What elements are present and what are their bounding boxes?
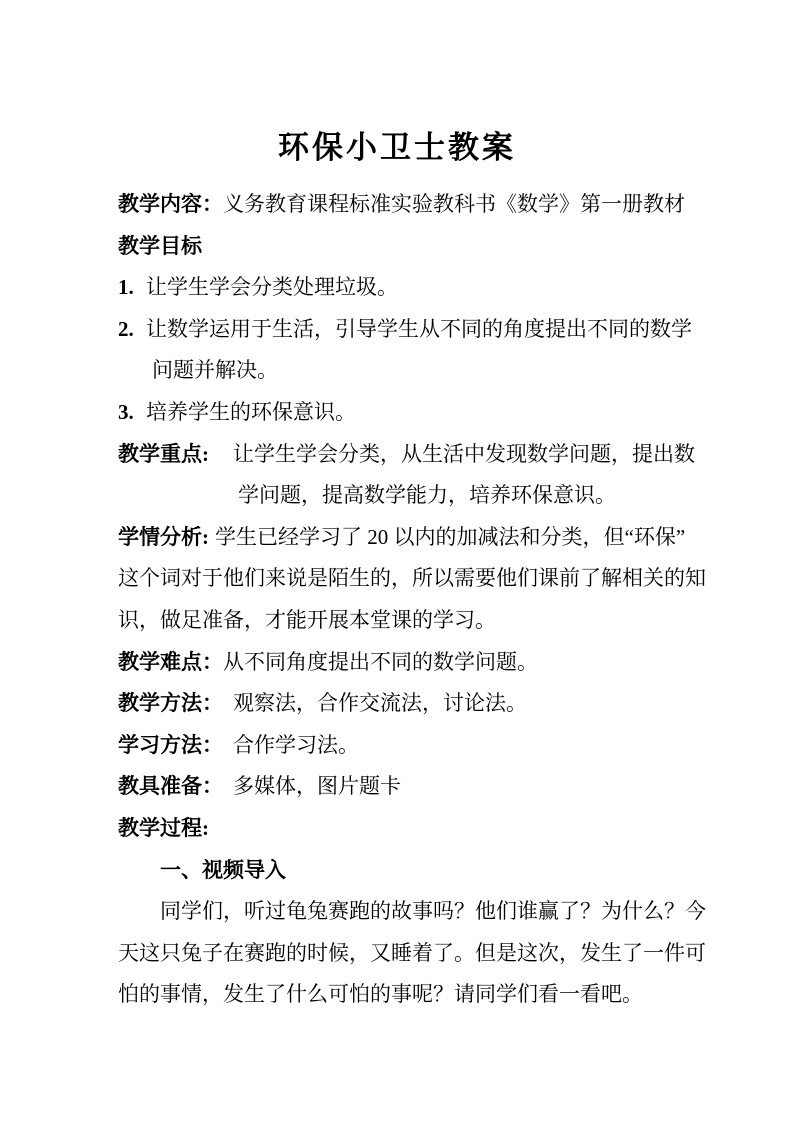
teaching-content-label: 教学内容：	[118, 192, 223, 216]
objective-2-text-line-1: 让数学运用于生活，引导学生从不同的角度提出不同的数学	[146, 316, 692, 341]
teaching-content-text: 义务教育课程标准实验教科书《数学》第一册教材	[223, 192, 685, 216]
objective-item-2	[118, 309, 692, 351]
learning-methods-label: 学习方法：	[118, 732, 223, 757]
objective-1-text: 让学生学会分类处理垃圾。	[146, 275, 398, 300]
document-title: 环保小卫士教案	[278, 130, 516, 165]
objective-item-1	[118, 267, 676, 309]
section-one-heading: 一、视频导入	[160, 857, 286, 882]
teaching-aids-line	[118, 766, 676, 808]
objectives-heading: 教学目标	[118, 233, 202, 258]
learner-analysis-line-2: 这个词对于他们来说是陌生的，所以需要他们课前了解相关的知	[118, 566, 706, 591]
objective-3-number: 3.	[118, 399, 134, 424]
learner-analysis-label: 学情分析:	[118, 524, 209, 549]
objective-1-number: 1.	[118, 275, 134, 300]
difficulties-line	[118, 642, 676, 684]
intro-paragraph-line-2: 天这只兔子在赛跑的时候，又睡着了。但是这次，发生了一件可	[118, 940, 706, 965]
key-points-line-2: 学问题，提高数学能力，培养环保意识。	[238, 483, 616, 508]
learning-methods-text: 合作学习法。	[233, 732, 359, 757]
difficulties-label: 教学难点：	[118, 649, 223, 674]
teaching-aids-text: 多媒体，图片题卡	[233, 774, 401, 799]
learner-analysis-line-3: 识，做足准备，才能开展本堂课的学习。	[118, 607, 496, 632]
learner-analysis-line-1	[118, 517, 686, 559]
key-points-text-line-1: 让学生学会分类，从生活中发现数学问题，提出数	[233, 441, 695, 466]
objective-3-text: 培养学生的环保意识。	[146, 399, 356, 424]
objective-item-3	[118, 392, 676, 434]
objective-2-number: 2.	[118, 316, 134, 341]
learning-methods-line	[118, 725, 676, 767]
document-body	[0, 172, 794, 1016]
teaching-methods-line	[118, 683, 676, 725]
process-heading: 教学过程:	[118, 815, 209, 840]
teaching-aids-label: 教具准备：	[118, 774, 223, 799]
key-points-line-1	[118, 434, 695, 476]
teaching-methods-text: 观察法，合作交流法，讨论法。	[233, 691, 527, 716]
learner-analysis-text-line-1: 学生已经学习了 20 以内的加减法和分类，但“环保”	[215, 524, 686, 549]
intro-paragraph-line-3: 怕的事情，发生了什么可怕的事呢？请同学们看一看吧。	[118, 982, 643, 1007]
difficulties-text: 从不同角度提出不同的数学问题。	[223, 649, 538, 674]
key-points-label: 教学重点:	[118, 441, 209, 466]
teaching-content-line	[118, 184, 685, 226]
objective-item-2-continuation: 问题并解决。	[152, 358, 278, 383]
intro-paragraph-line-1: 同学们，听过龟兔赛跑的故事吗？他们谁赢了？为什么？今	[160, 899, 706, 924]
teaching-methods-label: 教学方法：	[118, 691, 223, 716]
